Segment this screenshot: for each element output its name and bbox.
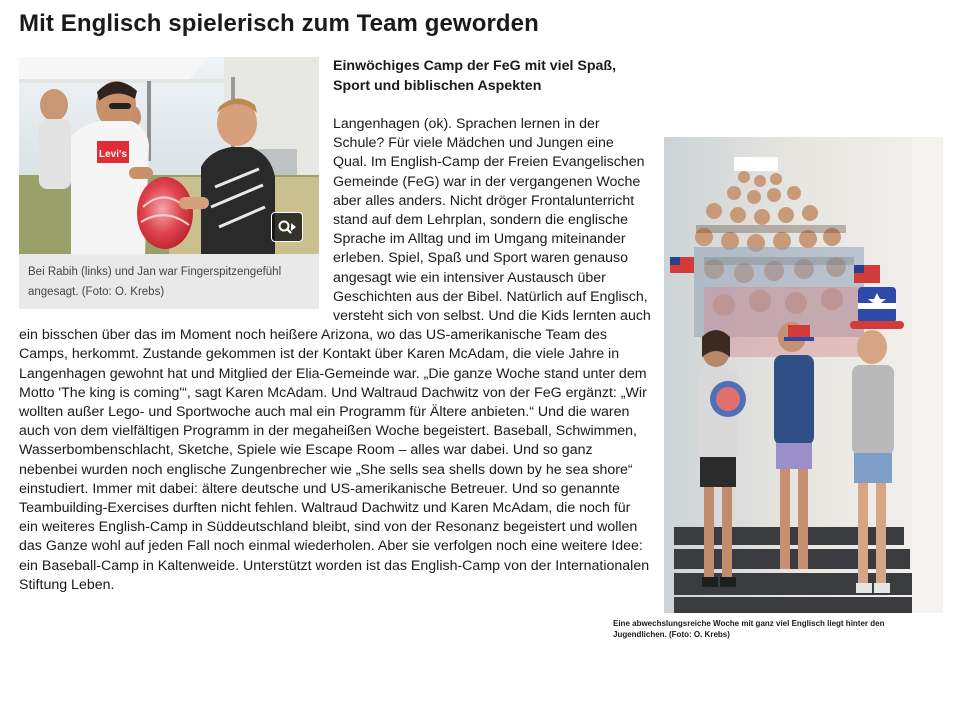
photo-right-figure: [664, 137, 943, 613]
article-body: [19, 57, 651, 595]
zoom-button[interactable]: [271, 212, 303, 242]
photo-right[interactable]: [664, 137, 943, 613]
photo-left-caption: Bei Rabih (links) und Jan war Fingerspitzengefühl angesagt. (Foto: O. Krebs): [28, 266, 282, 298]
magnify-zoom-icon: [277, 219, 297, 235]
article-paragraph: Langenhagen (ok). Sprachen lernen in der Schule? Für viele Mädchen und Jungen eine Qual. Im English-Camp der Freien Evangelischen Gemeinde (FeG) war in der vergangenen Woche aber alles anders. Nicht dröger Frontalunterricht stand auf dem Lehrplan, sondern die englische Sprache im Alltag und im Umgang miteinander erleben. Spiel, Spaß und Sport waren genauso angesagt wie ein intensiver Austausch über Geschichten aus der Bibel. Natürlich auf Englisch, versteht sich von selbst. Und die Kids lernten auch ein bisschen über das im Moment noch heißere Arizona, wo das US-amerikanische Team des Camps, herkommt. Zustande gekommen ist der Kontakt über Karen McAdam, die viele Jahre in Langenhagen gewohnt hat und Mitglied der Elia-Gemeinde war. „Die ganze Woche stand unter dem Motto 'The king is coming'“, sagt Karen McAdam. Und Waltraud Dachwitz von der FeG ergänzt: „Wir wollten außer Lego- und Sportwoche auch mal ein Programm für Ältere anbieten.“ Und die waren auch von dem vielfältigen Programm in der megaheißen Woche begeistert. Baseball, Schwimmen, Wasserbombenschlacht, Sketche, Spiele wie Escape Room – alles war dabei. Und so ganz nebenbei wurden noch englische Zungenbrecher wie „She sells sea shells down by he sea shore“ einstudiert. Immer mit dabei: ältere deutsche und US-amerikanische Betreuer. Und so genannte Teambuilding-Exercises durften nicht fehlen. Waltraud Dachwitz und Karen McAdam, die noch für ein weiteres English-Camp in Süddeutschland bleibt, sind von der Resonanz begeistert und wollen das Ganze wohl auf jeden Fall noch einmal wiederholen. Aber sie verfolgen noch eine weitere Idee: ein Baseball-Camp in Kaltenweide. Unterstützt worden ist das English-Camp von der Internationalen Stiftung Leben.: [19, 116, 651, 593]
photo-left-figure: [19, 57, 319, 309]
article-headline: Mit Englisch spielerisch zum Team geworden: [19, 10, 539, 37]
photo-right-caption: Eine abwechslungsreiche Woche mit ganz viel Englisch liegt hinter den Jugendlichen. (Foto: O. Krebs): [613, 619, 885, 639]
article-subhead: Einwöchiges Camp der FeG mit viel Spaß, Sport und biblischen Aspekten: [333, 58, 617, 94]
photo-right-image: [664, 137, 943, 613]
photo-left[interactable]: [19, 57, 319, 254]
shirt-logo-text: Levi's: [99, 149, 127, 160]
